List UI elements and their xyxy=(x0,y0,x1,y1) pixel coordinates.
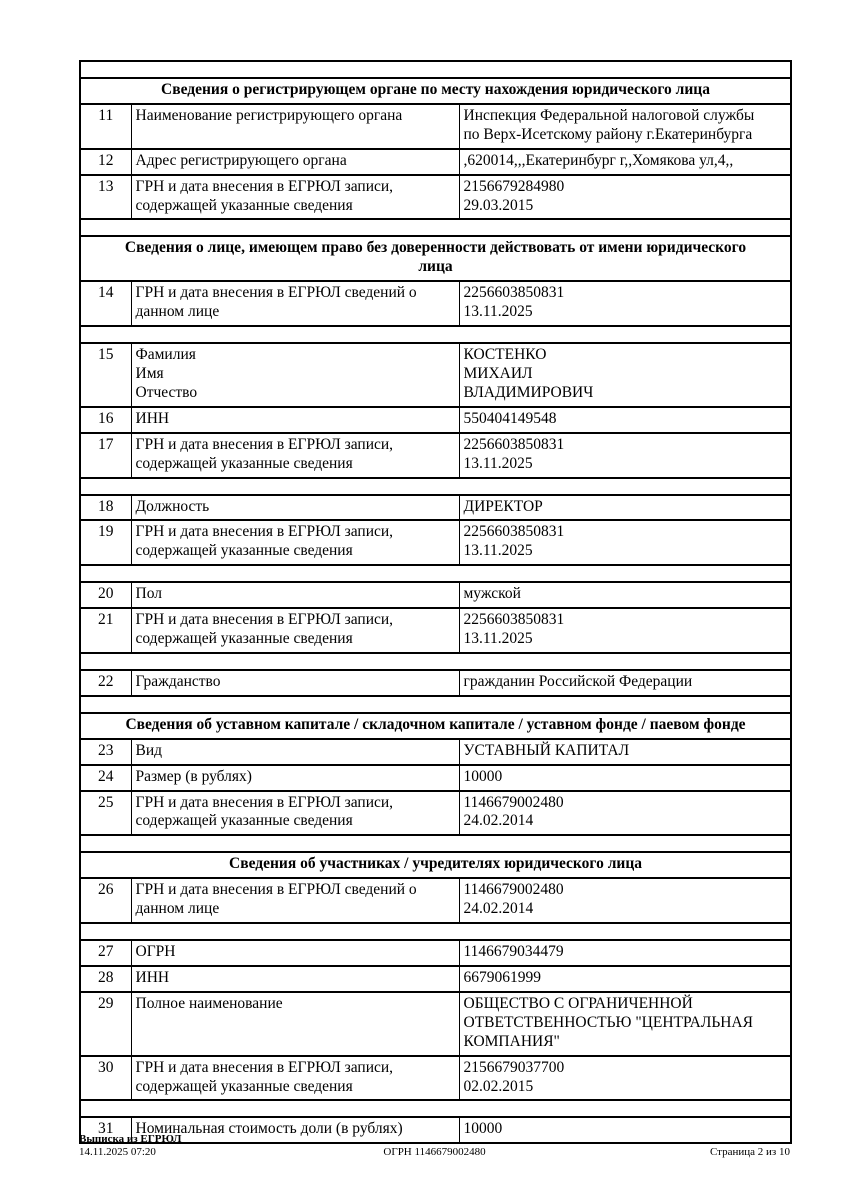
cell-text-line: гражданин Российской Федерации xyxy=(463,672,693,690)
cell-text-line: 2156679284980 xyxy=(463,177,565,195)
row-label xyxy=(131,670,459,696)
footer-left-block xyxy=(79,1133,316,1159)
table-row xyxy=(80,1056,791,1101)
row-number: 27 xyxy=(80,940,131,966)
table-row xyxy=(80,407,791,433)
section-header xyxy=(80,236,791,281)
cell-text-line: ГРН и дата внесения в ЕГРЮЛ сведений о xyxy=(135,881,417,899)
row-value xyxy=(459,966,791,992)
cell-text-line: Адрес регистрирующего органа xyxy=(135,151,347,169)
cell-text-line: 13.11.2025 xyxy=(463,542,533,560)
cell-text-line: ГРН и дата внесения в ЕГРЮЛ записи, xyxy=(135,793,394,811)
row-value xyxy=(459,608,791,653)
table-row xyxy=(80,520,791,565)
footer-generated-datetime: 14.11.2025 07:20 xyxy=(79,1145,156,1158)
spacer-cell xyxy=(80,653,791,670)
cell-text-line: по Верх-Исетскому району г.Екатеринбурга xyxy=(463,125,753,143)
cell-text-line: 2256603850831 xyxy=(463,284,565,302)
cell-text-line: содержащей указанные сведения xyxy=(135,196,353,214)
cell-text-line: содержащей указанные сведения xyxy=(135,542,353,560)
cell-text-line: ИНН xyxy=(135,409,170,427)
spacer-row xyxy=(80,835,791,852)
cell-text-line: содержащей указанные сведения xyxy=(135,1077,353,1095)
table-row xyxy=(80,433,791,478)
cell-text-line: Гражданство xyxy=(135,672,221,690)
row-number: 17 xyxy=(80,433,131,478)
row-label xyxy=(131,582,459,608)
cell-text-line: ГРН и дата внесения в ЕГРЮЛ записи, xyxy=(135,1058,394,1076)
row-value xyxy=(459,582,791,608)
spacer-cell xyxy=(80,326,791,343)
cell-text-line: Сведения об уставном капитале / складочном капитале / уставном фонде / паевом фонде xyxy=(125,715,746,733)
cell-text-line: Имя xyxy=(135,364,164,382)
row-number: 18 xyxy=(80,495,131,521)
row-value xyxy=(459,104,791,149)
table-row xyxy=(80,175,791,220)
spacer-cell xyxy=(80,61,791,78)
cell-text-line: данном лице xyxy=(135,900,220,918)
cell-text-line: КОСТЕНКО xyxy=(463,346,547,364)
table-row xyxy=(80,765,791,791)
row-number: 30 xyxy=(80,1056,131,1101)
table-row xyxy=(80,582,791,608)
row-label xyxy=(131,608,459,653)
page-footer xyxy=(79,1133,790,1159)
row-label xyxy=(131,433,459,478)
cell-text-line: Пол xyxy=(135,585,162,603)
cell-text-line: 1146679034479 xyxy=(463,943,564,961)
table-row xyxy=(80,992,791,1056)
cell-text-line: 2256603850831 xyxy=(463,435,565,453)
spacer-row xyxy=(80,565,791,582)
spacer-cell xyxy=(80,478,791,495)
cell-text-line: Сведения об участниках / учредителях юридического лица xyxy=(229,855,642,873)
cell-text-line: 6679061999 xyxy=(463,969,541,986)
row-label xyxy=(131,1056,459,1101)
row-value xyxy=(459,940,791,966)
cell-text-line: Размер (в рублях) xyxy=(135,767,252,785)
cell-text-line: мужской xyxy=(463,585,521,603)
spacer-cell xyxy=(80,219,791,236)
cell-text-line: ГРН и дата внесения в ЕГРЮЛ записи, xyxy=(135,611,394,629)
cell-text-line: 10000 xyxy=(463,1120,503,1138)
row-value xyxy=(459,878,791,923)
table-row xyxy=(80,878,791,923)
footer-doc-title: Выписка из ЕГРЮЛ xyxy=(79,1133,182,1145)
spacer-cell xyxy=(80,835,791,852)
cell-text-line: Отчество xyxy=(135,383,198,401)
table-row xyxy=(80,739,791,765)
table-row xyxy=(80,966,791,992)
spacer-row xyxy=(80,61,791,78)
cell-text-line: содержащей указанные сведения xyxy=(135,812,353,830)
footer-page-number: Страница 2 из 10 xyxy=(709,1145,790,1158)
row-value xyxy=(459,992,791,1056)
cell-text-line: ОТВЕТСТВЕННОСТЬЮ "ЦЕНТРАЛЬНАЯ xyxy=(463,1013,753,1031)
spacer-row xyxy=(80,326,791,343)
row-number: 26 xyxy=(80,878,131,923)
cell-text-line: 13.11.2025 xyxy=(463,303,533,321)
row-label xyxy=(131,739,459,765)
spacer-cell xyxy=(80,1100,791,1117)
spacer-cell xyxy=(80,565,791,582)
cell-text-line: Должность xyxy=(135,497,210,515)
row-value xyxy=(459,1056,791,1101)
footer-ogrn: ОГРН 1146679002480 xyxy=(383,1145,486,1158)
cell-text-line: 550404149548 xyxy=(463,409,557,427)
cell-text-line: 1146679002480 xyxy=(463,881,564,899)
row-label xyxy=(131,992,459,1056)
cell-text-line: 2256603850831 xyxy=(463,611,565,629)
cell-text-line: 13.11.2025 xyxy=(463,630,533,648)
cell-text-line: 29.03.2015 xyxy=(463,196,534,214)
spacer-row xyxy=(80,696,791,713)
section-header-row xyxy=(80,713,791,739)
cell-text-line: данном лице xyxy=(135,303,220,321)
cell-text-line: 24.02.2014 xyxy=(463,812,534,830)
cell-text-line: Вид xyxy=(135,741,163,759)
cell-text-line: Инспекция Федеральной налоговой службы xyxy=(463,106,755,124)
cell-text-line: УСТАВНЫЙ КАПИТАЛ xyxy=(463,741,630,759)
row-value xyxy=(459,343,791,407)
row-value xyxy=(459,791,791,836)
row-label xyxy=(131,520,459,565)
cell-text-line: КОМПАНИЯ" xyxy=(463,1032,560,1050)
cell-text-line: ИНН xyxy=(135,969,170,986)
row-value xyxy=(459,281,791,326)
row-label xyxy=(131,495,459,521)
row-label xyxy=(131,175,459,220)
row-value xyxy=(459,495,791,521)
row-value xyxy=(459,407,791,433)
table-row xyxy=(80,104,791,149)
cell-text-line: Наименование регистрирующего органа xyxy=(135,106,403,124)
cell-text-line: ГРН и дата внесения в ЕГРЮЛ записи, xyxy=(135,523,394,541)
row-label xyxy=(131,791,459,836)
cell-text-line: лица xyxy=(418,258,453,276)
row-value xyxy=(459,670,791,696)
row-number: 28 xyxy=(80,966,131,992)
row-number: 24 xyxy=(80,765,131,791)
section-header-row xyxy=(80,852,791,878)
row-value xyxy=(459,739,791,765)
spacer-row xyxy=(80,1100,791,1117)
cell-text-line: ОГРН xyxy=(135,943,176,961)
spacer-row xyxy=(80,923,791,940)
row-label xyxy=(131,343,459,407)
row-number: 15 xyxy=(80,343,131,407)
row-number: 12 xyxy=(80,149,131,175)
table-row xyxy=(80,670,791,696)
table-row xyxy=(80,149,791,175)
cell-text-line: МИХАИЛ xyxy=(463,364,533,382)
row-number: 31 xyxy=(80,1117,131,1143)
row-label xyxy=(131,281,459,326)
row-number: 21 xyxy=(80,608,131,653)
cell-text-line: Сведения о лице, имеющем право без доверенности действовать от имени юридического xyxy=(124,239,747,257)
spacer-cell xyxy=(80,696,791,713)
cell-text-line: Номинальная стоимость доли (в рублях) xyxy=(135,1120,403,1138)
row-label xyxy=(131,149,459,175)
section-header xyxy=(80,852,791,878)
cell-text-line: 2256603850831 xyxy=(463,523,565,541)
section-header-row xyxy=(80,236,791,281)
cell-text-line: ГРН и дата внесения в ЕГРЮЛ сведений о xyxy=(135,284,417,302)
row-label xyxy=(131,765,459,791)
egrul-table-body xyxy=(80,61,791,1143)
row-label xyxy=(131,966,459,992)
row-label xyxy=(131,407,459,433)
spacer-row xyxy=(80,653,791,670)
spacer-row xyxy=(80,219,791,236)
cell-text-line: ГРН и дата внесения в ЕГРЮЛ записи, xyxy=(135,435,394,453)
cell-text-line: содержащей указанные сведения xyxy=(135,630,353,648)
cell-text-line: ВЛАДИМИРОВИЧ xyxy=(463,383,594,401)
section-header-row xyxy=(80,78,791,104)
cell-text-line: ДИРЕКТОР xyxy=(463,497,543,515)
cell-text-line: 13.11.2025 xyxy=(463,454,533,472)
row-label xyxy=(131,878,459,923)
row-number: 23 xyxy=(80,739,131,765)
cell-text-line: 1146679002480 xyxy=(463,793,564,811)
cell-text-line: Сведения о регистрирующем органе по месту нахождения юридического лица xyxy=(161,81,710,98)
cell-text-line: содержащей указанные сведения xyxy=(135,454,353,472)
table-row xyxy=(80,608,791,653)
row-number: 22 xyxy=(80,670,131,696)
table-row xyxy=(80,791,791,836)
row-number: 20 xyxy=(80,582,131,608)
row-label xyxy=(131,104,459,149)
cell-text-line: 02.02.2015 xyxy=(463,1077,534,1095)
cell-text-line: 2156679037700 xyxy=(463,1058,565,1076)
row-value xyxy=(459,765,791,791)
row-value xyxy=(459,433,791,478)
table-row xyxy=(80,343,791,407)
row-number: 19 xyxy=(80,520,131,565)
row-value xyxy=(459,149,791,175)
cell-text-line: Полное наименование xyxy=(135,994,283,1012)
row-number: 13 xyxy=(80,175,131,220)
row-number: 29 xyxy=(80,992,131,1056)
spacer-row xyxy=(80,478,791,495)
row-label xyxy=(131,940,459,966)
table-row xyxy=(80,495,791,521)
row-number: 16 xyxy=(80,407,131,433)
egrul-extract-table xyxy=(79,60,792,1144)
cell-text-line: ГРН и дата внесения в ЕГРЮЛ записи, xyxy=(135,177,394,195)
cell-text-line: ,620014,,,Екатеринбург г,,Хомякова ул,4,, xyxy=(463,151,734,169)
table-row xyxy=(80,281,791,326)
row-number: 11 xyxy=(80,104,131,149)
row-value xyxy=(459,520,791,565)
row-number: 25 xyxy=(80,791,131,836)
cell-text-line: Фамилия xyxy=(135,346,196,364)
cell-text-line: 24.02.2014 xyxy=(463,900,534,918)
table-row xyxy=(80,940,791,966)
row-number: 14 xyxy=(80,281,131,326)
spacer-cell xyxy=(80,923,791,940)
row-value xyxy=(459,175,791,220)
section-header xyxy=(80,713,791,739)
cell-text-line: 10000 xyxy=(463,767,503,785)
cell-text-line: ОБЩЕСТВО С ОГРАНИЧЕННОЙ xyxy=(463,994,693,1012)
section-header xyxy=(80,78,791,104)
